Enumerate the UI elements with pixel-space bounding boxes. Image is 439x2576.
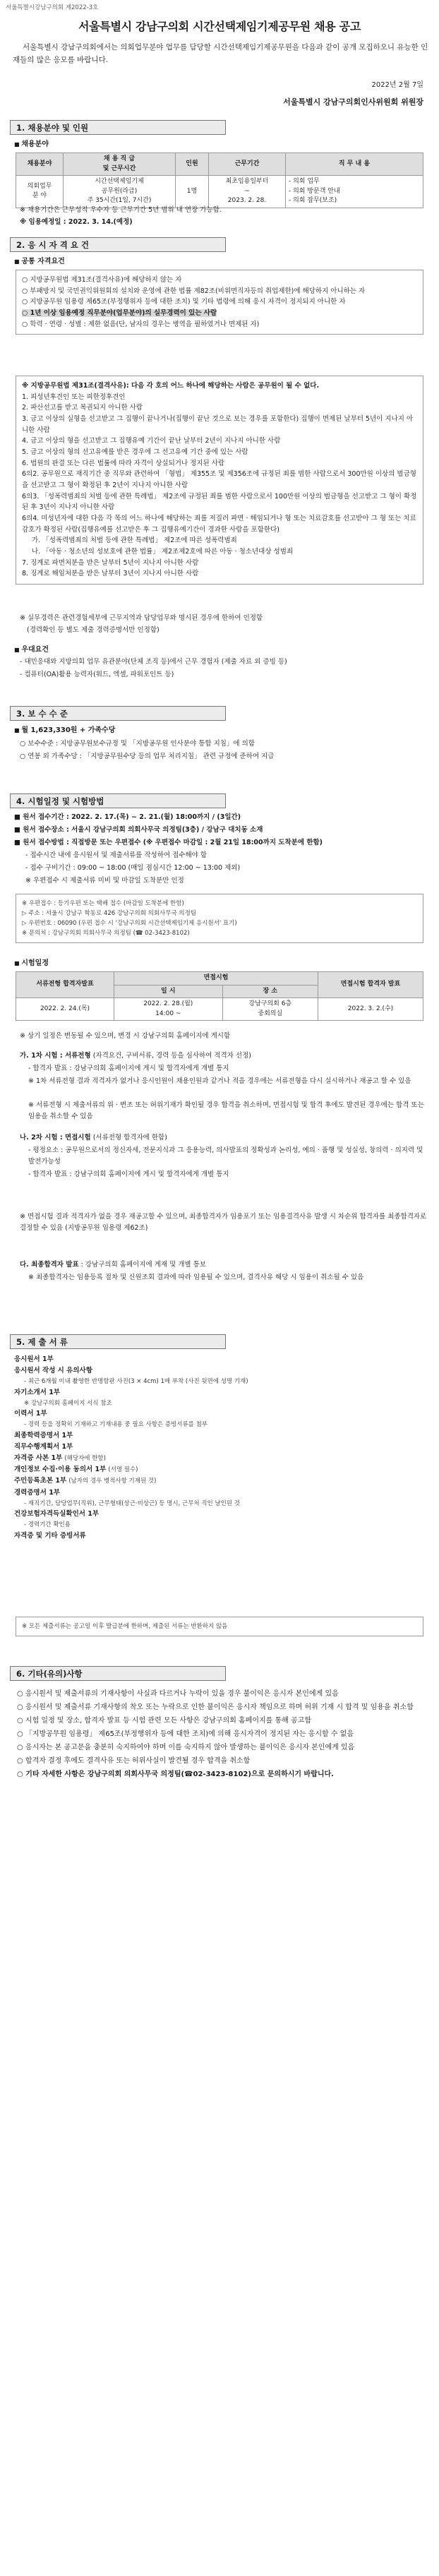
- table-row: [16, 176, 423, 208]
- document-number: 서울특별시강남구의회 제2022-3호: [6, 4, 99, 11]
- eligibility-item: ○ 부패방지 및 국민권익위원회의 설치와 운영에 관한 법률 제82조(비위면직자등의 취업제한)에 해당하지 아니하는 자: [22, 287, 366, 295]
- section-2-heading: 2. 응 시 자 격 요 건: [10, 237, 226, 252]
- eligibility-item: ○ 학력 · 연령 · 성별 : 제한 없음(단, 남자의 경우는 병역을 필하였거나 면제된 자): [22, 320, 260, 328]
- final-line: [20, 1259, 429, 1271]
- doc-detail: (해당자에 한함): [64, 1455, 106, 1463]
- step1-tail: (자격요건, 구비서류, 경력 등을 심사하여 적격자 선정): [92, 1052, 251, 1060]
- documents-list: [14, 1354, 428, 1542]
- th-interview: 면접시험: [114, 972, 318, 986]
- step2-head: 나. 2차 시험 : 면접시험: [20, 1134, 91, 1142]
- disq-item: 1. 피성년후견인 또는 피한정후견인: [22, 393, 126, 401]
- cell-interview-date: 2022. 2. 28.(월) 14:00 ~: [114, 998, 223, 1021]
- eligibility-box: [16, 270, 423, 335]
- cell-duties: [286, 176, 423, 208]
- s2-pref-item: - 컴퓨터(OA)활용 능력자(워드, 엑셀, 파워포인트 등): [20, 671, 174, 678]
- doc-item: 최종학력증명서 1부: [14, 1431, 73, 1439]
- disqualification-box: [16, 376, 423, 585]
- step2-detail: - 합격자 발표 : 강남구의회 홈페이지에 게시 및 합격자에게 개별 통지: [28, 1170, 229, 1178]
- doc-item: 응시원서 작성 시 유의사항: [14, 1367, 92, 1375]
- schedule-note: ※ 상기 일정은 변동될 수 있으며, 변경 시 강남구의회 홈페이지에 게시함: [20, 1032, 231, 1040]
- cell-doc-result: 2022. 2. 24.(목): [16, 998, 114, 1021]
- duty-item: - 의회 방문객 안내: [289, 187, 340, 195]
- documents-note-box: [16, 1617, 423, 1636]
- eligibility-item: ○ 지방공무원법 제31조(결격사유)에 해당하지 않는 자: [22, 276, 182, 284]
- disq-item: 6의4. 미성년자에 대한 다음 각 목의 어느 하나에 해당하는 죄를 저질러 파면 · 해임되거나 형 또는 치료감호를 선고받아 그 형 또는 치료감호가 확정된 사람(집행유예를 선고받은 후 그 집행유예기간이 경과한 사람을 포함한다): [22, 515, 416, 534]
- notice-list: [17, 1687, 426, 1781]
- disq-item: 8. 징계로 해임처분을 받은 날부터 3년이 지나지 아니한 사람: [22, 570, 199, 578]
- recruitment-table: [16, 152, 423, 208]
- cell-interview-place: 강남구의회 6층 중회의실: [222, 998, 318, 1021]
- schedule-sub-heading: ■ 시험일정: [14, 957, 49, 969]
- notice-item: ○ 합격자 결정 후에도 결격사유 또는 허위사실이 발견될 경우 합격을 취소함: [17, 1757, 251, 1765]
- documents-note: ※ 모든 제출서류는 공고일 이후 발급분에 한하며, 제출된 서류는 반환하지 않음: [22, 1623, 228, 1630]
- step2-tail: (서류전형 합격자에 한함): [92, 1134, 167, 1142]
- notice-item: ○ 응시원서 및 제출서류 기재사항의 착오 또는 누락으로 인한 불이익은 응시자 책임으로 하며 허위 기재 시 합격 및 임용을 취소함: [17, 1703, 414, 1711]
- s4-item: ■ 원서 접수장소 : 서울시 강남구의회 의회사무국 의정팀(3층) / 강남구 대치동 소재: [14, 826, 263, 834]
- section-6-heading: 6. 기타(유의)사항: [10, 1666, 226, 1681]
- s1-note-1: ※ 채용기간은 근무성적 우수자 등 근무기간 5년 범위 내 연장 가능함.: [20, 206, 222, 214]
- notice-item: ○ 「지방공무원 임용령」 제65조(부정행위자 등에 대한 조치)에 의해 응시자격이 정지된 자는 응시할 수 없음: [17, 1730, 354, 1738]
- s1-sub-heading: ■ 채용분야: [14, 138, 49, 150]
- th-interview-result: 면접시험 합격자 발표: [318, 972, 423, 998]
- cell-grade: 시간선택제임기제 공무원(라급) 주 35시간(1일, 7시간): [64, 176, 176, 208]
- doc-item: 자기소개서 1부: [14, 1388, 60, 1396]
- doc-detail: - 최근 6개월 이내 촬영한 반명함판 사진(3 × 4cm) 1매 부착 (사진 뒷면에 성명 기재): [24, 1378, 248, 1386]
- s2-pref-item: - 대민응대와 지방의회 업무 유관분야(단체 조직 등)에서 근무 경험자 (제출 자료 외 증빙 등): [20, 658, 287, 666]
- step1-detail: ※ 서류전형 시 제출서류의 위 · 변조 또는 허위기재가 확인될 경우 합격을 취소하며, 면접시험 및 합격 후에도 발견된 경우에는 합격 또는 임용을 취소할 수 있음: [28, 1101, 424, 1121]
- mail-info-box: [16, 894, 423, 943]
- step1-line: [20, 1050, 429, 1062]
- doc-detail: (남자의 경우 병적사항 기재된 것): [68, 1478, 157, 1485]
- disq-item: 6의3. 「성폭력범죄의 처벌 등에 관한 특례법」 제2조에 규정된 죄를 범한 사람으로서 100만원 이상의 벌금형을 선고받고 그 형이 확정된 후 3년이 지나지 아니한 사람: [22, 492, 417, 512]
- doc-detail: (서명 필수): [108, 1466, 138, 1474]
- final-note: ※ 최종합격자는 임용등록 절차 및 신원조회 결과에 따라 임용될 수 있으며, 결격사유 해당 시 임용이 취소될 수 있음: [28, 1274, 364, 1281]
- s2-note-1b: (경력확인 등 별도 제출 경력증명서만 인정함): [27, 626, 160, 634]
- section-4-heading: 4. 시험일정 및 시험방법: [10, 793, 226, 808]
- notice-item: ○ 응시원서 및 제출서류의 기재사항이 사실과 다르거나 누락이 있을 경우 불이익은 응시자 본인에게 있음: [17, 1690, 339, 1698]
- notice-item: ○ 기타 자세한 사항은 강남구의회 의회사무국 의정팀(☎02-3423-8102)으로 문의하시기 바랍니다.: [17, 1771, 334, 1778]
- disq-item: 4. 금고 이상의 형을 선고받고 그 집행유예 기간이 끝난 날부터 2년이 지나지 아니한 사람: [22, 437, 281, 445]
- duty-item: - 의회 업무: [289, 178, 320, 185]
- doc-detail: - 경력기간 확인용: [24, 1521, 71, 1529]
- s3-sub-heading: ■ 월 1,623,330원 + 가족수당: [14, 724, 115, 736]
- s2-note-1: ※ 실무경력은 관련경험세부에 근무지역과 담당업무와 명시된 경우에 한하여 인정함: [20, 614, 263, 622]
- doc-detail: - 경력 등을 정확히 기재하고 기재내용 중 필요 사항은 증빙서류를 첨부: [24, 1421, 208, 1429]
- final-tail: : 강남구의회 홈페이지에 게재 및 개별 통보: [78, 1261, 206, 1269]
- schedule-table: [16, 971, 423, 1021]
- page-title: 서울특별시 강남구의회 시간선택제임기제공무원 채용 공고: [78, 20, 361, 33]
- doc-item: 건강보험자격득실확인서 1부: [14, 1510, 100, 1518]
- mail-line: ※ 문의처 : 강남구의회 의회사무국 의정팀 (☎ 02-3423-8102): [22, 930, 190, 937]
- th-count: 인원: [176, 153, 209, 176]
- cell-count: 1명: [176, 176, 209, 208]
- th-duties: 직 무 내 용: [286, 153, 423, 176]
- doc-item: 이력서 1부: [14, 1410, 47, 1418]
- mail-line: ▷ 주소 : 서울시 강남구 학동로 426 강남구의회 의회사무국 의정팀: [22, 910, 197, 918]
- doc-item: 자격증 사본 1부: [14, 1454, 63, 1463]
- step1-detail: ※ 1차 서류전형 결과 적격자가 없거나 응시인원이 채용인원과 같거나 적을 경우에는 서류전형을 다시 실시하거나 재공고 할 수 있음: [28, 1077, 411, 1085]
- announcement-date: 2022년 2월 7일: [371, 81, 423, 89]
- disq-item: 6. 법원의 판결 또는 다른 법률에 따라 자격이 상실되거나 정지된 사람: [22, 459, 225, 467]
- s4-item: ■ 원서 접수기간 : 2022. 2. 17.(목) ~ 2. 21.(월) 18:00까지 / (3일간): [14, 813, 241, 821]
- th-datetime: 일 시: [114, 985, 223, 998]
- th-place: 장 소: [222, 985, 318, 998]
- issuer-name: 서울특별시 강남구의회인사위원회 위원장: [283, 97, 423, 107]
- doc-item: 경력증명서 1부: [14, 1488, 60, 1497]
- disq-item: 나. 「아동 · 청소년의 성보호에 관한 법률」 제2조제2호에 따른 아동 · 청소년대상 성범죄: [32, 548, 294, 556]
- disq-item: 가. 「성폭력범죄의 처벌 등에 관한 특례법」 제2조에 따른 성폭력범죄: [32, 537, 237, 545]
- cell-field: 의회업무 분 야: [16, 176, 64, 208]
- s3-line: ○ 보수수준 : 지방공무원보수규정 및 「지방공무원 인사분야 통합 지침」에 의함: [20, 740, 255, 748]
- s3-line: ○ 연봉 외 가족수당 : 「지방공무원수당 등의 업무 처리지침」 관련 규정에 준하여 지급: [20, 753, 275, 760]
- disqualification-title: ※ 지방공무원법 제31조(결격사유): 다음 각 호의 어느 하나에 해당하는 사람은 공무원이 될 수 없다.: [22, 382, 320, 390]
- doc-item: 주민등록초본 1부: [14, 1477, 67, 1485]
- section-5-heading: 5. 제 출 서 류: [10, 1334, 226, 1349]
- disq-item: 5. 금고 이상의 형의 선고유예를 받은 경우에 그 선고유예 기간 중에 있는 사람: [22, 448, 248, 457]
- doc-item: 직무수행계획서 1부: [14, 1443, 73, 1451]
- th-period: 근무기간: [209, 153, 286, 176]
- duty-item: - 의회 잡무(보조): [289, 197, 337, 204]
- eligibility-item: ○ 지방공무원 임용령 제65조(부정행위자 등에 대한 조치) 및 기타 법령에 의해 응시 자격이 정지되지 아니한 자: [22, 298, 346, 306]
- s4-item: ※ 우편접수 시 제출서류 미비 및 마감일 도착분만 인정: [25, 877, 184, 885]
- table-header-row: [16, 153, 423, 176]
- s4-item: - 접수 구비기간 : 09:00 ~ 18:00 (매일 점심시간 12:00 ~ 13:00 제외): [25, 864, 241, 872]
- disq-item: 3. 금고 이상의 실형을 선고받고 그 집행이 끝나거나(집행이 끝난 것으로 보는 경우를 포함한다) 집행이 면제된 날부터 5년이 지나지 아니한 사람: [22, 415, 414, 434]
- table-header-row: [16, 972, 423, 986]
- table-row: [16, 998, 423, 1021]
- final-head: 다. 최종합격자 발표: [20, 1261, 79, 1269]
- disq-item: 2. 파산선고를 받고 복권되지 아니한 사람: [22, 404, 143, 412]
- s4-item: ■ 원서 접수방법 : 직접방문 또는 우편접수 (※ 우편접수 마감일 : 2월 21일 18:00까지 도착분에 한함): [14, 839, 323, 846]
- th-field: 채용분야: [16, 153, 64, 176]
- cell-period: 최초임용일부터 ~ 2023. 2. 28.: [209, 176, 286, 208]
- s4-item: - 접수시간 내에 응시원서 및 제출서류를 작성하여 접수해야 함: [25, 851, 208, 859]
- step1-head: 가. 1차 시험 : 서류전형: [20, 1052, 91, 1060]
- disq-item: 6의2. 공무원으로 재직기간 중 직무와 관련하여 「형법」 제355조 및 제356조에 규정된 죄를 범한 사람으로서 300만원 이상의 벌금형을 선고받고 그 형이 확정된 후 2년이 지나지 아니한 사람: [22, 470, 416, 490]
- th-doc-result: 서류전형 합격자발표: [16, 972, 114, 998]
- disq-item: 7. 징계로 파면처분을 받은 날부터 5년이 지나지 아니한 사람: [22, 558, 199, 567]
- doc-detail: - 재직기간, 담당업무(직위), 근무형태(상근·비상근) 등 명시, 근무처 직인 날인된 것: [24, 1499, 241, 1507]
- doc-item: 자격증 및 기타 증빙서류: [14, 1531, 86, 1540]
- th-grade: 채 용 직 급 및 근무시간: [64, 153, 176, 176]
- s1-note-2: ※ 임용예정일 : 2022. 3. 14.(예정): [20, 218, 133, 226]
- notice-item: ○ 응시자는 본 공고문을 충분히 숙지하여야 하며 이를 숙지하지 않아 발생하는 불이익은 응시자 본인에게 있음: [17, 1744, 355, 1751]
- step2-detail: - 평정요소 : 공무원으로서의 정신자세, 전문지식과 그 응용능력, 의사발표의 정확성과 논리성, 예의 · 품행 및 성실성, 창의력 · 의지력 및 발전가능성: [28, 1146, 423, 1166]
- section-3-heading: 3. 보 수 수 준: [10, 706, 226, 721]
- section-1-heading: 1. 채용분야 및 인원: [10, 120, 226, 135]
- s4-mid-note: ※ 면접시험 결과 적격자가 없을 경우 재공고할 수 있으며, 최종합격자가 임용포기 또는 임용결격사유 발생 시 차순위 합격자를 최종합격자로 결정할 수 있음 (지방공무원 임용령 제62조): [20, 1213, 427, 1233]
- doc-detail: ※ 강남구의회 홈페이지 서식 참조: [24, 1399, 112, 1407]
- intro-paragraph: 서울특별시 강남구의회에서는 의회업무분야 업무를 담당할 시간선택제임기제공무원을 다음과 같이 공개 모집하오니 유능한 인재들의 많은 응모를 바랍니다.: [13, 43, 428, 65]
- eligibility-item-highlight: ○ 1년 이상 임용예정 직무분야(업무분야)의 실무경력이 있는 사람: [22, 309, 217, 318]
- mail-line: ※ 우편접수 : 등기우편 또는 택배 접수 (마감일 도착분에 한함): [22, 900, 184, 907]
- doc-item: 개인정보 수집·이용 동의서 1부: [14, 1466, 107, 1474]
- notice-item: ○ 시험 일정 및 장소, 합격자 발표 등 시험 관련 모든 사항은 강남구의회 홈페이지를 통해 공고함: [17, 1717, 312, 1725]
- s2-pref-heading: ■ 우대요건: [14, 644, 49, 656]
- cell-final-result: 2022. 3. 2.(수): [318, 998, 423, 1021]
- mail-line: ▷ 우편번호 : 06090 (우편 접수 시 '강남구의회 시간선택제임기제 응시원서' 표기): [22, 920, 237, 928]
- step1-detail: - 합격자 발표 : 강남구의회 홈페이지에 게시 및 합격자에게 개별 통지: [28, 1065, 229, 1072]
- doc-item: 응시원서 1부: [14, 1355, 54, 1363]
- s2-sub-heading: ■ 공통 자격요건: [14, 256, 65, 268]
- step2-line: [20, 1132, 429, 1144]
